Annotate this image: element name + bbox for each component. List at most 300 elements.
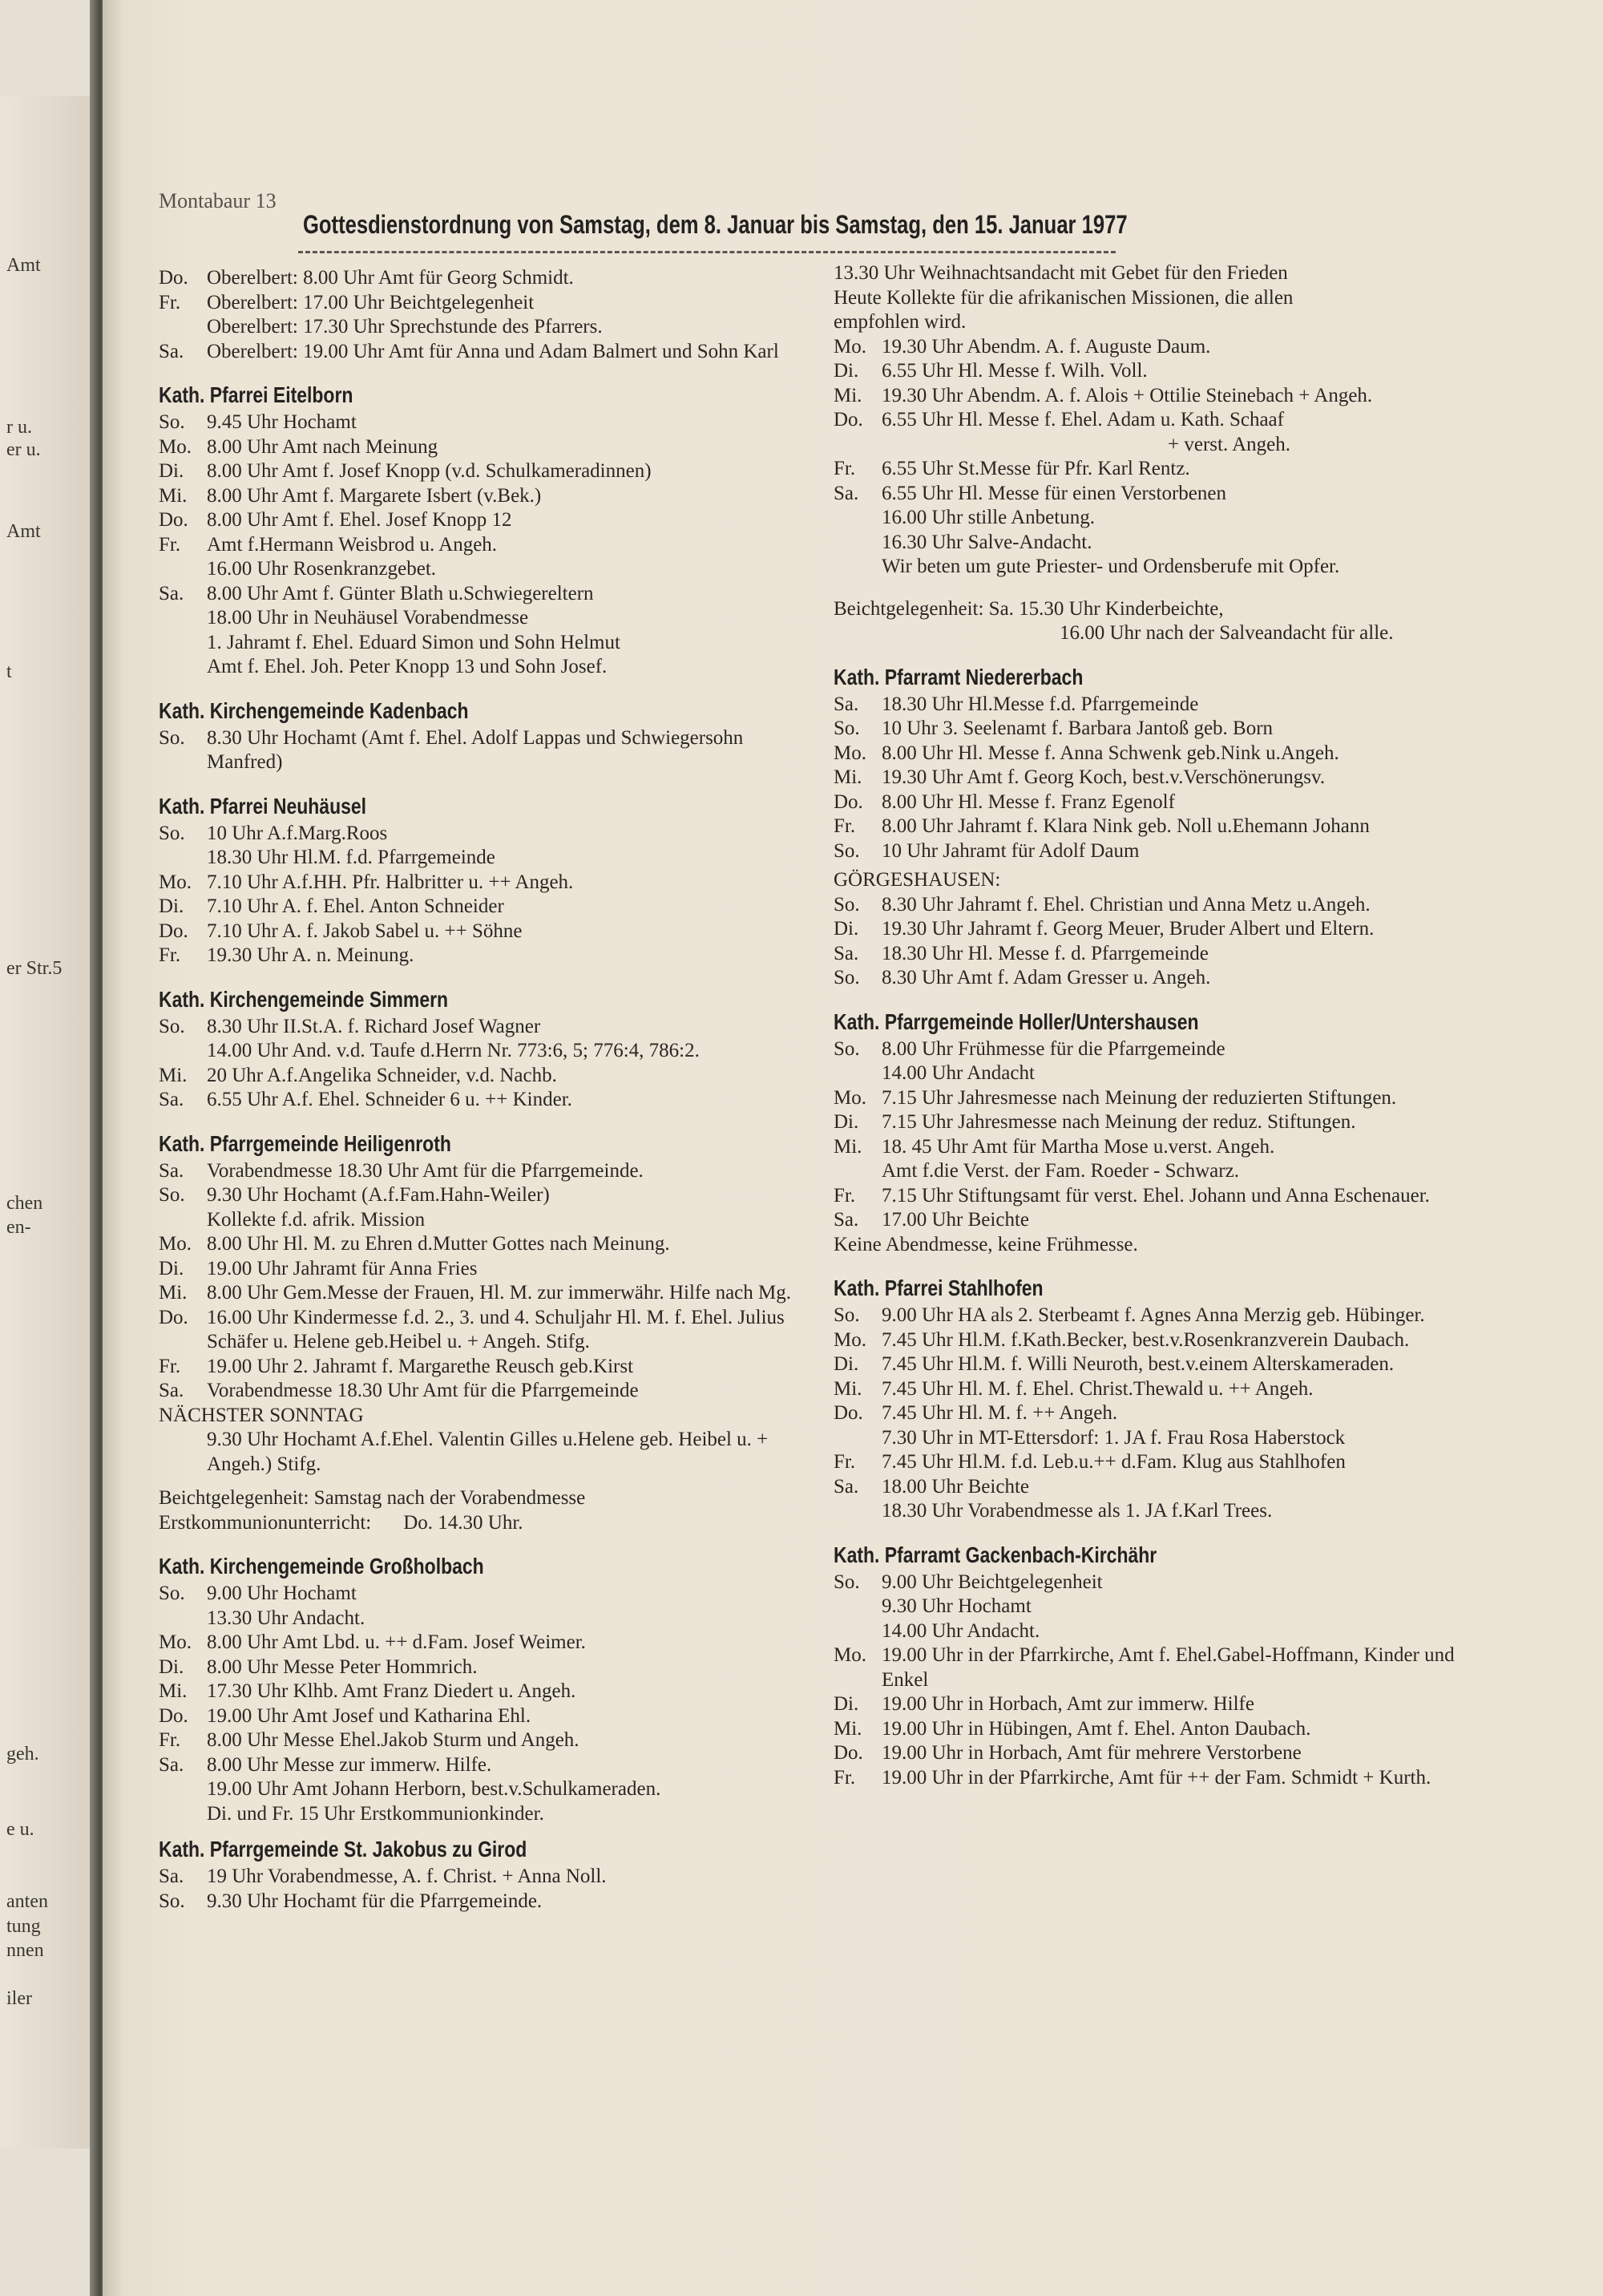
weekday — [159, 1777, 207, 1802]
weekday — [159, 655, 207, 680]
schedule-text: 8.30 Uhr Hochamt (Amt f. Ehel. Adolf Lappas und Schwiegersohn Manfred) — [207, 726, 744, 773]
schedule-text: 16.30 Uhr Salve-Andacht. — [882, 531, 1092, 553]
previous-page-fragment: e u. — [6, 1819, 34, 1840]
weekday: Di. — [834, 1111, 859, 1133]
schedule-text: 7.30 Uhr in MT-Ettersdorf: 1. JA f. Frau Rosa Haberstock — [882, 1426, 1346, 1449]
schedule-row — [159, 533, 792, 558]
weekday: Do. — [159, 1704, 188, 1727]
section-heading-simmern: Kath. Kirchengemeinde Simmern — [159, 986, 449, 1012]
schedule-row — [834, 482, 1483, 507]
schedule-row — [834, 457, 1483, 482]
schedule-text: 9.00 Uhr Hochamt — [207, 1583, 357, 1604]
gackenbach-rows — [834, 1570, 1483, 1791]
schedule-text: 6.55 Uhr Hl. Messe f. Wilh. Voll. — [882, 360, 1148, 382]
weekday: Fr. — [159, 291, 181, 313]
weekday: Di. — [159, 895, 184, 917]
weekday: Sa. — [159, 1089, 184, 1110]
schedule-row — [159, 1865, 792, 1890]
neuhaeusel-rows — [159, 822, 792, 968]
schedule-text: Amt f.Hermann Weisbrod u. Angeh. — [207, 533, 498, 556]
schedule-text: 8.00 Uhr Amt f. Josef Knopp (v.d. Schulkameradinnen) — [207, 460, 652, 482]
section-heading-heiligenroth: Kath. Pfarrgemeinde Heiligenroth — [159, 1130, 451, 1156]
section-heading-gackenbach: Kath. Pfarramt Gackenbach-Kirchähr — [834, 1542, 1157, 1567]
schedule-row — [834, 1110, 1483, 1135]
weekday: So. — [834, 1304, 860, 1326]
weekday: Mo. — [159, 1631, 192, 1653]
section-heading-grossholbach: Kath. Kirchengemeinde Großholbach — [159, 1554, 484, 1578]
goergeshausen-rows — [834, 893, 1483, 991]
intro-verst: + verst. Angeh. — [1168, 433, 1290, 455]
schedule-row — [159, 508, 792, 533]
schedule-row — [159, 1355, 792, 1380]
weekday — [834, 555, 882, 580]
schedule-text: Oberelbert: 8.00 Uhr Amt für Georg Schmidt. — [207, 267, 574, 289]
schedule-row — [159, 1607, 792, 1631]
schedule-row — [834, 1475, 1483, 1500]
schedule-row — [159, 582, 792, 607]
schedule-row — [159, 435, 792, 460]
schedule-text: 8.00 Uhr Hl. M. zu Ehren d.Mutter Gottes nach Meinung. — [207, 1233, 670, 1255]
schedule-row — [159, 1306, 792, 1355]
weekday: So. — [834, 718, 860, 739]
weekday: Sa. — [834, 482, 859, 504]
schedule-text: 8.00 Uhr Gem.Messe der Frauen, Hl. M. zur immerwähr. Hilfe nach Mg. — [207, 1282, 791, 1304]
weekday: Do. — [159, 509, 188, 531]
schedule-row — [159, 557, 792, 582]
grossholbach-rows — [159, 1582, 792, 1826]
section-heading-kadenbach: Kath. Kirchengemeinde Kadenbach — [159, 697, 469, 723]
weekday — [834, 1595, 882, 1619]
holler-rows — [834, 1037, 1483, 1233]
page-title: Gottesdienstordnung von Samstag, dem 8. Januar bis Samstag, den 15. Januar 1977 — [303, 210, 1128, 239]
weekday: Do. — [834, 790, 863, 813]
schedule-row — [834, 1037, 1483, 1062]
schedule-text: 8.00 Uhr Jahramt f. Klara Nink geb. Noll u.Ehemann Johann — [882, 815, 1370, 837]
confession-line-2: 16.00 Uhr nach der Salveandacht für alle. — [1060, 622, 1394, 644]
weekday — [159, 1802, 207, 1827]
section-heading-girod: Kath. Pfarrgemeinde St. Jakobus zu Girod — [159, 1837, 527, 1861]
schedule-row — [834, 766, 1483, 790]
schedule-row — [159, 1802, 792, 1827]
next-sunday-text: 9.30 Uhr Hochamt A.f.Ehel. Valentin Gilles u.Helene geb. Heibel u. + Angeh.) Stifg. — [207, 1429, 769, 1475]
schedule-text: 7.15 Uhr Jahresmesse nach Meinung der reduzierten Stiftungen. — [882, 1086, 1397, 1109]
previous-page-fragment: Amt — [6, 255, 41, 276]
niedererbach-rows — [834, 693, 1483, 864]
weekday: So. — [834, 839, 860, 862]
weekday — [834, 1499, 882, 1524]
title-dashed-rule — [298, 251, 1116, 253]
schedule-text: 7.15 Uhr Jahresmesse nach Meinung der reduz. Stiftungen. — [882, 1111, 1356, 1133]
schedule-row — [834, 1328, 1483, 1353]
schedule-text: 16.00 Uhr Kindermesse f.d. 2., 3. und 4. Schuljahr Hl. M. f. Ehel. Julius Schäfer u. Helene geb.Heibel u. + Angeh. Stifg. — [207, 1306, 785, 1352]
schedule-row — [159, 340, 792, 365]
weekday: So. — [834, 1570, 860, 1593]
schedule-text: 7.45 Uhr Hl. M. f. Ehel. Christ.Thewald u. ++ Angeh. — [882, 1377, 1314, 1400]
weekday: Sa. — [159, 582, 184, 604]
weekday: So. — [834, 967, 860, 988]
schedule-text: 7.45 Uhr Hl. M. f. ++ Angeh. — [882, 1402, 1118, 1424]
previous-page-fragment: geh. — [6, 1744, 39, 1764]
weekday: Fr. — [834, 815, 856, 837]
schedule-row — [159, 484, 792, 509]
schedule-text: 19.00 Uhr 2. Jahramt f. Margarethe Reusch geb.Kirst — [207, 1355, 634, 1377]
confession-line-1: Beichtgelegenheit: Sa. 15.30 Uhr Kinderbeichte, — [834, 597, 1224, 620]
schedule-row — [834, 1692, 1483, 1717]
schedule-text: 8.00 Uhr Amt nach Meinung — [207, 435, 438, 458]
schedule-row — [159, 1777, 792, 1802]
schedule-row — [159, 871, 792, 895]
schedule-row — [159, 1890, 792, 1914]
schedule-row — [159, 822, 792, 847]
schedule-text: 8.00 Uhr Hl. Messe f. Anna Schwenk geb.Nink u.Angeh. — [882, 742, 1339, 764]
weekday — [159, 1208, 207, 1233]
weekday: Fr. — [159, 1355, 181, 1377]
schedule-text: 8.00 Uhr Messe Ehel.Jakob Sturm und Angeh. — [207, 1729, 579, 1751]
weekday: Di. — [159, 1257, 184, 1279]
schedule-row — [159, 1728, 792, 1753]
schedule-row — [159, 1257, 792, 1282]
weekday: Mi. — [159, 1064, 188, 1086]
schedule-row — [834, 1619, 1483, 1644]
schedule-row — [834, 335, 1483, 360]
schedule-text: 19.30 Uhr Abendm. A. f. Alois + Ottilie Steinebach + Angeh. — [882, 384, 1373, 406]
schedule-text: 8.00 Uhr Amt Lbd. u. ++ d.Fam. Josef Weimer. — [207, 1631, 586, 1653]
schedule-row — [834, 966, 1483, 991]
weekday: So. — [834, 893, 860, 916]
weekday: Mo. — [834, 1086, 866, 1109]
previous-page-fragment: nnen — [6, 1940, 44, 1961]
schedule-text: 16.00 Uhr Rosenkranzgebet. — [207, 558, 437, 580]
schedule-text: 1. Jahramt f. Ehel. Eduard Simon und Sohn Helmut — [207, 631, 620, 653]
schedule-row — [159, 1680, 792, 1704]
schedule-row — [834, 1061, 1483, 1086]
schedule-text: 20 Uhr A.f.Angelika Schneider, v.d. Nachb. — [207, 1064, 557, 1086]
schedule-row — [834, 1184, 1483, 1209]
previous-page-fragment: tung — [6, 1916, 41, 1937]
schedule-text: 14.00 Uhr Andacht — [882, 1062, 1035, 1084]
schedule-row — [834, 1595, 1483, 1619]
schedule-row — [834, 742, 1483, 766]
intro-lines — [834, 261, 1483, 335]
schedule-row — [834, 1741, 1483, 1766]
schedule-row — [834, 917, 1483, 942]
schedule-text: 19.00 Uhr in Horbach, Amt zur immerw. Hilfe — [882, 1693, 1254, 1715]
schedule-text: 19.30 Uhr Jahramt f. Georg Meuer, Bruder Albert und Eltern. — [882, 918, 1375, 940]
schedule-row — [834, 893, 1483, 918]
schedule-text: 7.10 Uhr A. f. Jakob Sabel u. ++ Söhne — [207, 920, 523, 942]
schedule-text: 18. 45 Uhr Amt für Martha Mose u.verst. Angeh. — [882, 1135, 1275, 1158]
schedule-text: 7.45 Uhr Hl.M. f. Willi Neuroth, best.v.einem Alterskameraden. — [882, 1353, 1395, 1375]
schedule-row — [159, 631, 792, 656]
weekday: Mo. — [834, 1328, 866, 1351]
schedule-row — [834, 942, 1483, 967]
weekday — [834, 1619, 882, 1644]
schedule-row — [834, 815, 1483, 839]
schedule-text: 8.00 Uhr Messe zur immerw. Hilfe. — [207, 1753, 492, 1776]
schedule-text: 9.45 Uhr Hochamt — [207, 411, 357, 433]
schedule-row — [159, 459, 792, 484]
weekday: So. — [159, 1583, 185, 1604]
schedule-text: 19 Uhr Vorabendmesse, A. f. Christ. + Anna Noll. — [207, 1866, 607, 1887]
holler-footer: Keine Abendmesse, keine Frühmesse. — [834, 1233, 1138, 1255]
schedule-text: 19.00 Uhr Jahramt für Anna Fries — [207, 1257, 478, 1279]
schedule-row — [834, 384, 1483, 409]
schedule-row — [159, 1064, 792, 1089]
schedule-row — [834, 839, 1483, 864]
text-line: empfohlen wird. — [834, 311, 967, 333]
schedule-text: 19.00 Uhr in Horbach, Amt für mehrere Verstorbene — [882, 1742, 1302, 1764]
weekday: Mo. — [834, 742, 866, 764]
schedule-row — [159, 1753, 792, 1778]
schedule-text: 17.00 Uhr Beichte — [882, 1209, 1029, 1231]
weekday — [159, 1607, 207, 1631]
schedule-text: Oberelbert: 17.00 Uhr Beichtgelegenheit — [207, 291, 535, 313]
schedule-text: 9.30 Uhr Hochamt für die Pfarrgemeinde. — [207, 1890, 543, 1912]
schedule-text: 8.30 Uhr Amt f. Adam Gresser u. Angeh. — [882, 967, 1211, 988]
schedule-row — [834, 1717, 1483, 1742]
weekday — [834, 531, 882, 556]
schedule-row — [834, 1135, 1483, 1160]
schedule-text: 19.00 Uhr in der Pfarrkirche, Amt f. Ehel.Gabel-Hoffmann, Kinder und Enkel — [882, 1644, 1455, 1691]
weekday: Do. — [159, 1306, 188, 1328]
schedule-row — [159, 1631, 792, 1655]
schedule-text: Amt f. Ehel. Joh. Peter Knopp 13 und Sohn Josef. — [207, 656, 608, 677]
weekday: So. — [159, 1890, 185, 1912]
schedule-text: Amt f.die Verst. der Fam. Roeder - Schwarz. — [882, 1160, 1239, 1182]
schedule-row — [159, 1232, 792, 1257]
weekday: Mi. — [834, 766, 862, 788]
schedule-text: 7.10 Uhr A. f. Ehel. Anton Schneider — [207, 895, 504, 917]
weekday: Mi. — [159, 1282, 188, 1304]
weekday — [159, 846, 207, 871]
communion-time: Do. 14.30 Uhr. — [403, 1511, 523, 1534]
weekday: So. — [834, 1037, 860, 1060]
weekday: Do. — [834, 1742, 863, 1764]
schedule-row — [159, 1039, 792, 1064]
girod-rows — [159, 1865, 792, 1914]
schedule-text: 18.00 Uhr in Neuhäusel Vorabendmesse — [207, 607, 529, 629]
kadenbach-rows — [159, 726, 792, 775]
weekday: Do. — [834, 1402, 863, 1424]
schedule-text: 19.30 Uhr Amt f. Georg Koch, best.v.Verschönerungsv. — [882, 766, 1326, 788]
schedule-row — [159, 1208, 792, 1233]
schedule-row — [159, 1379, 792, 1404]
weekday — [159, 315, 207, 340]
schedule-text: Oberelbert: 19.00 Uhr Amt für Anna und Adam Balmert und Sohn Karl — [207, 340, 779, 362]
schedule-row — [834, 1159, 1483, 1184]
schedule-row — [159, 1088, 792, 1113]
schedule-row — [834, 1352, 1483, 1377]
intro-rows — [834, 335, 1483, 433]
previous-page-fragment: anten — [6, 1891, 48, 1912]
previous-page-fragment: er Str.5 — [6, 958, 63, 979]
schedule-row — [834, 1426, 1483, 1451]
schedule-row — [159, 655, 792, 680]
weekday: Sa. — [834, 693, 859, 715]
schedule-text: 8.00 Uhr Messe Peter Hommrich. — [207, 1655, 478, 1678]
weekday: Do. — [834, 409, 863, 430]
schedule-text: 19.00 Uhr Amt Josef und Katharina Ehl. — [207, 1704, 531, 1727]
schedule-text: 19.30 Uhr A. n. Meinung. — [207, 944, 414, 966]
schedule-row — [834, 717, 1483, 742]
schedule-row — [159, 944, 792, 968]
simmern-rows — [159, 1015, 792, 1113]
weekday: Sa. — [159, 1380, 184, 1401]
schedule-row — [834, 1450, 1483, 1475]
schedule-text: 6.55 Uhr Hl. Messe f. Ehel. Adam u. Kath. Schaaf — [882, 409, 1284, 430]
section-heading-eitelborn: Kath. Pfarrei Eitelborn — [159, 382, 353, 407]
goergeshausen-heading: GÖRGESHAUSEN: — [834, 869, 1001, 891]
schedule-text: 19.00 Uhr in der Pfarrkirche, Amt für ++ der Fam. Schmidt + Kurth. — [882, 1766, 1431, 1789]
schedule-row — [834, 1643, 1483, 1692]
weekday: Mo. — [159, 1233, 192, 1255]
schedule-row — [834, 359, 1483, 384]
weekday: Do. — [159, 267, 188, 289]
schedule-row — [159, 266, 792, 291]
section-heading-niedererbach: Kath. Pfarramt Niedererbach — [834, 664, 1084, 689]
weekday — [159, 1039, 207, 1064]
schedule-text: 19.00 Uhr Amt Johann Herborn, best.v.Schulkameraden. — [207, 1778, 661, 1800]
schedule-row — [159, 1183, 792, 1208]
weekday: Fr. — [159, 944, 181, 966]
schedule-text: 18.30 Uhr Vorabendmesse als 1. JA f.Karl Trees. — [882, 1500, 1273, 1522]
left-column — [159, 266, 792, 1914]
schedule-row — [159, 1159, 792, 1184]
weekday — [834, 1426, 882, 1451]
schedule-text: 8.00 Uhr Amt f. Günter Blath u.Schwiegereltern — [207, 582, 594, 604]
schedule-text: 14.00 Uhr And. v.d. Taufe d.Herrn Nr. 773:6, 5; 776:4, 786:2. — [207, 1040, 700, 1061]
weekday: Di. — [834, 1693, 859, 1715]
schedule-text: 19.00 Uhr in Hübingen, Amt f. Ehel. Anton Daubach. — [882, 1717, 1311, 1740]
schedule-text: 17.30 Uhr Klhb. Amt Franz Diedert u. Angeh. — [207, 1680, 576, 1702]
schedule-row — [834, 1401, 1483, 1426]
schedule-text: 18.30 Uhr Hl. Messe f. d. Pfarrgemeinde — [882, 942, 1209, 964]
section-heading-holler: Kath. Pfarrgemeinde Holler/Untershausen — [834, 1009, 1199, 1034]
schedule-row — [159, 895, 792, 920]
right-column — [834, 261, 1483, 1790]
schedule-text: 7.45 Uhr Hl.M. f.d. Leb.u.++ d.Fam. Klug aus Stahlhofen — [882, 1451, 1346, 1473]
weekday: Mi. — [159, 1680, 188, 1702]
weekday: Sa. — [159, 340, 184, 362]
weekday — [159, 557, 207, 582]
weekday: Sa. — [159, 1159, 184, 1182]
eitelborn-rows — [159, 410, 792, 680]
weekday — [159, 631, 207, 656]
schedule-row — [159, 846, 792, 871]
schedule-row — [834, 693, 1483, 718]
weekday: Di. — [834, 360, 859, 382]
text-line: 13.30 Uhr Weihnachtsandacht mit Gebet für den Frieden — [834, 262, 1288, 284]
schedule-row — [834, 531, 1483, 556]
schedule-text: 18.30 Uhr Hl.Messe f.d. Pfarrgemeinde — [882, 693, 1199, 715]
weekday: Mo. — [834, 335, 866, 358]
weekday: Sa. — [834, 1209, 859, 1231]
schedule-text: 7.10 Uhr A.f.HH. Pfr. Halbritter u. ++ Angeh. — [207, 871, 574, 893]
schedule-row — [159, 1655, 792, 1680]
schedule-text: 10 Uhr 3. Seelenamt f. Barbara Jantoß geb. Born — [882, 718, 1274, 739]
previous-page-fragment: chen — [6, 1193, 43, 1214]
weekday: Mi. — [834, 1135, 862, 1158]
schedule-row — [834, 408, 1483, 433]
heiligenroth-confession: Beichtgelegenheit: Samstag nach der Vorabendmesse — [159, 1487, 586, 1509]
schedule-row — [159, 1704, 792, 1729]
intro-block — [159, 266, 792, 364]
weekday: Fr. — [834, 1184, 856, 1207]
schedule-text: 10 Uhr A.f.Marg.Roos — [207, 822, 388, 844]
schedule-row — [834, 1208, 1483, 1233]
schedule-text: Oberelbert: 17.30 Uhr Sprechstunde des Pfarrers. — [207, 316, 603, 338]
heiligenroth-communion — [159, 1511, 792, 1536]
schedule-text: 6.55 Uhr St.Messe für Pfr. Karl Rentz. — [882, 458, 1190, 479]
weekday: So. — [159, 411, 185, 433]
heiligenroth-rows — [159, 1159, 792, 1404]
schedule-text: 14.00 Uhr Andacht. — [882, 1619, 1040, 1642]
schedule-text: 7.15 Uhr Stiftungsamt für verst. Ehel. Johann und Anna Eschenauer. — [882, 1184, 1430, 1207]
weekday — [834, 1061, 882, 1086]
schedule-row — [159, 606, 792, 631]
schedule-text: 9.00 Uhr Beichtgelegenheit — [882, 1570, 1103, 1593]
previous-page-fragment: en- — [6, 1217, 31, 1238]
schedule-text: 7.45 Uhr Hl.M. f.Kath.Becker, best.v.Rosenkranzverein Daubach. — [882, 1328, 1410, 1351]
weekday: Mi. — [834, 384, 862, 406]
running-head: Montabaur 13 — [159, 189, 277, 212]
schedule-text: Vorabendmesse 18.30 Uhr Amt für die Pfarrgemeinde. — [207, 1159, 644, 1182]
previous-page-edge — [0, 96, 91, 2148]
weekday: Mi. — [834, 1377, 862, 1400]
section-heading-stahlhofen: Kath. Pfarrei Stahlhofen — [834, 1275, 1044, 1300]
weekday — [834, 506, 882, 531]
schedule-row — [159, 410, 792, 435]
schedule-row — [159, 1281, 792, 1306]
weekday: Mi. — [159, 484, 188, 507]
weekday: So. — [159, 822, 185, 844]
schedule-text: 8.00 Uhr Frühmesse für die Pfarrgemeinde — [882, 1037, 1225, 1060]
schedule-text: 13.30 Uhr Andacht. — [207, 1607, 365, 1629]
weekday: Fr. — [834, 458, 856, 479]
schedule-row — [159, 1015, 792, 1040]
previous-page-fragment: er u. — [6, 439, 41, 460]
next-sunday-label: NÄCHSTER SONNTAG — [159, 1404, 364, 1426]
schedule-row — [159, 315, 792, 340]
schedule-row — [159, 1582, 792, 1607]
weekday: Sa. — [159, 1866, 184, 1887]
weekday: So. — [159, 1015, 185, 1037]
schedule-row — [834, 506, 1483, 531]
previous-page-fragment: Amt — [6, 521, 41, 542]
communion-label: Erstkommunionunterricht: — [159, 1511, 372, 1534]
schedule-text: 8.30 Uhr II.St.A. f. Richard Josef Wagner — [207, 1015, 541, 1037]
weekday: Fr. — [159, 1729, 181, 1751]
weekday: So. — [159, 1184, 185, 1206]
schedule-text: 9.30 Uhr Hochamt — [882, 1595, 1032, 1617]
stahlhofen-rows — [834, 1304, 1483, 1524]
previous-page-fragment: iler — [6, 1988, 32, 2009]
schedule-text: Wir beten um gute Priester- und Ordensberufe mit Opfer. — [882, 556, 1340, 577]
schedule-row — [834, 1377, 1483, 1402]
weekday — [159, 606, 207, 631]
weekday: Sa. — [834, 1475, 859, 1498]
schedule-text: 9.30 Uhr Hochamt (A.f.Fam.Hahn-Weiler) — [207, 1184, 550, 1206]
weekday: Mo. — [159, 871, 192, 893]
schedule-row — [834, 790, 1483, 815]
schedule-text: 19.30 Uhr Abendm. A. f. Auguste Daum. — [882, 335, 1211, 358]
schedule-text: 8.00 Uhr Amt f. Margarete Isbert (v.Bek.) — [207, 484, 542, 507]
schedule-text: Kollekte f.d. afrik. Mission — [207, 1208, 426, 1231]
schedule-text: 10 Uhr Jahramt für Adolf Daum — [882, 839, 1140, 862]
schedule-row — [834, 555, 1483, 580]
weekday: Fr. — [159, 533, 181, 556]
schedule-text: 8.00 Uhr Hl. Messe f. Franz Egenolf — [882, 790, 1175, 813]
